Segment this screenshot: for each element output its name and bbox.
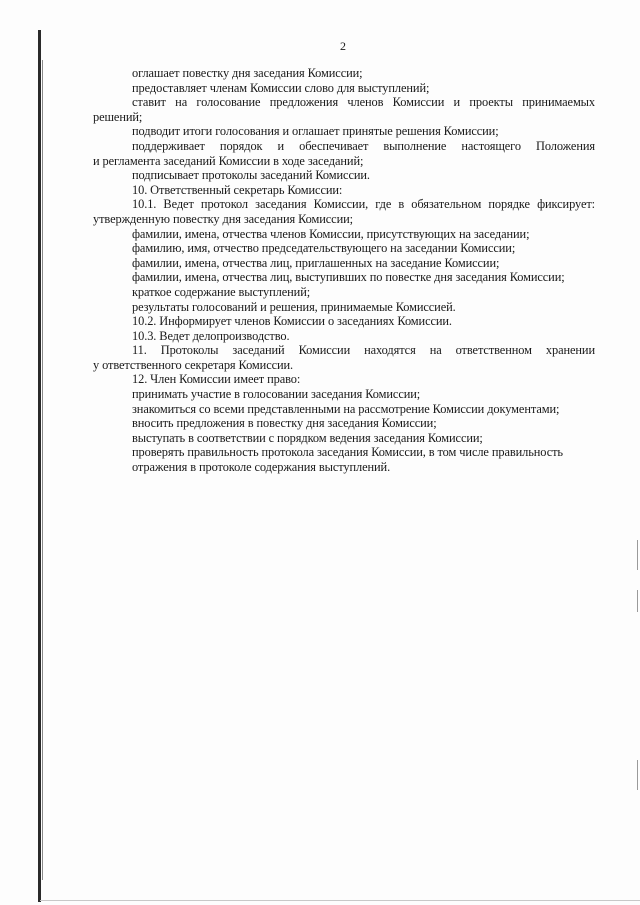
text-line: поддерживает порядок и обеспечивает выполнение настоящего Положения <box>132 138 595 153</box>
text-line: 10.3. Ведет делопроизводство. <box>132 328 290 343</box>
text-line: фамилии, имена, отчества членов Комиссии, присутствующих на заседании; <box>132 226 530 241</box>
text-line: принимать участие в голосовании заседания Комиссии; <box>132 387 421 402</box>
scan-mark-right-3 <box>637 760 638 790</box>
text-line: краткое содержание выступлений; <box>132 284 311 299</box>
page-number: 2 <box>340 39 346 53</box>
text-line: 10.2. Информирует членов Комиссии о заседаниях Комиссии. <box>132 314 452 329</box>
text-line: 10.1. Ведет протокол заседания Комиссии, где в обязательном порядке фиксирует: <box>132 197 595 212</box>
scan-border-left <box>38 30 41 902</box>
text-line: утвержденную повестку дня заседания Комиссии; <box>93 211 353 226</box>
text-line: выступать в соответствии с порядком ведения заседания Комиссии; <box>132 430 483 445</box>
text-line: решений; <box>93 109 143 124</box>
text-line: подводит итоги голосования и оглашает принятые решения Комиссии; <box>132 124 499 139</box>
text-line: 12. Член Комиссии имеет право: <box>132 372 301 387</box>
text-line: предоставляет членам Комиссии слово для выступлений; <box>132 80 430 95</box>
scan-mark-right-1 <box>637 540 638 570</box>
text-line: вносить предложения в повестку дня заседания Комиссии; <box>132 416 437 431</box>
document-body <box>93 66 595 475</box>
text-line: и регламента заседаний Комиссии в ходе заседаний; <box>93 153 364 168</box>
text-line: результаты голосований и решения, принимаемые Комиссией. <box>132 299 456 314</box>
text-line: знакомиться со всеми представленными на рассмотрение Комиссии документами; <box>132 401 560 416</box>
text-line: фамилию, имя, отчество председательствующего на заседании Комиссии; <box>132 241 516 256</box>
text-line: проверять правильность протокола заседания Комиссии, в том числе правильность <box>132 445 563 460</box>
scan-mark-right-2 <box>637 590 638 612</box>
text-line: фамилии, имена, отчества лиц, выступивших по повестке дня заседания Комиссии; <box>132 270 565 285</box>
text-line: у ответственного секретаря Комиссии. <box>93 357 294 372</box>
scan-border-bottom <box>40 900 640 901</box>
text-line: 10. Ответственный секретарь Комиссии: <box>132 182 343 197</box>
text-line: оглашает повестку дня заседания Комиссии; <box>132 66 363 80</box>
text-line: отражения в протоколе содержания выступлений. <box>132 460 391 475</box>
text-line: фамилии, имена, отчества лиц, приглашенных на заседание Комиссии; <box>132 255 500 270</box>
text-line: ставит на голосование предложения членов Комиссии и проекты принимаемых <box>132 95 595 110</box>
text-line: подписывает протоколы заседаний Комиссии. <box>132 168 370 183</box>
scan-border-left-inner <box>42 60 43 880</box>
text-line: 11. Протоколы заседаний Комиссии находятся на ответственном хранении <box>132 343 595 358</box>
